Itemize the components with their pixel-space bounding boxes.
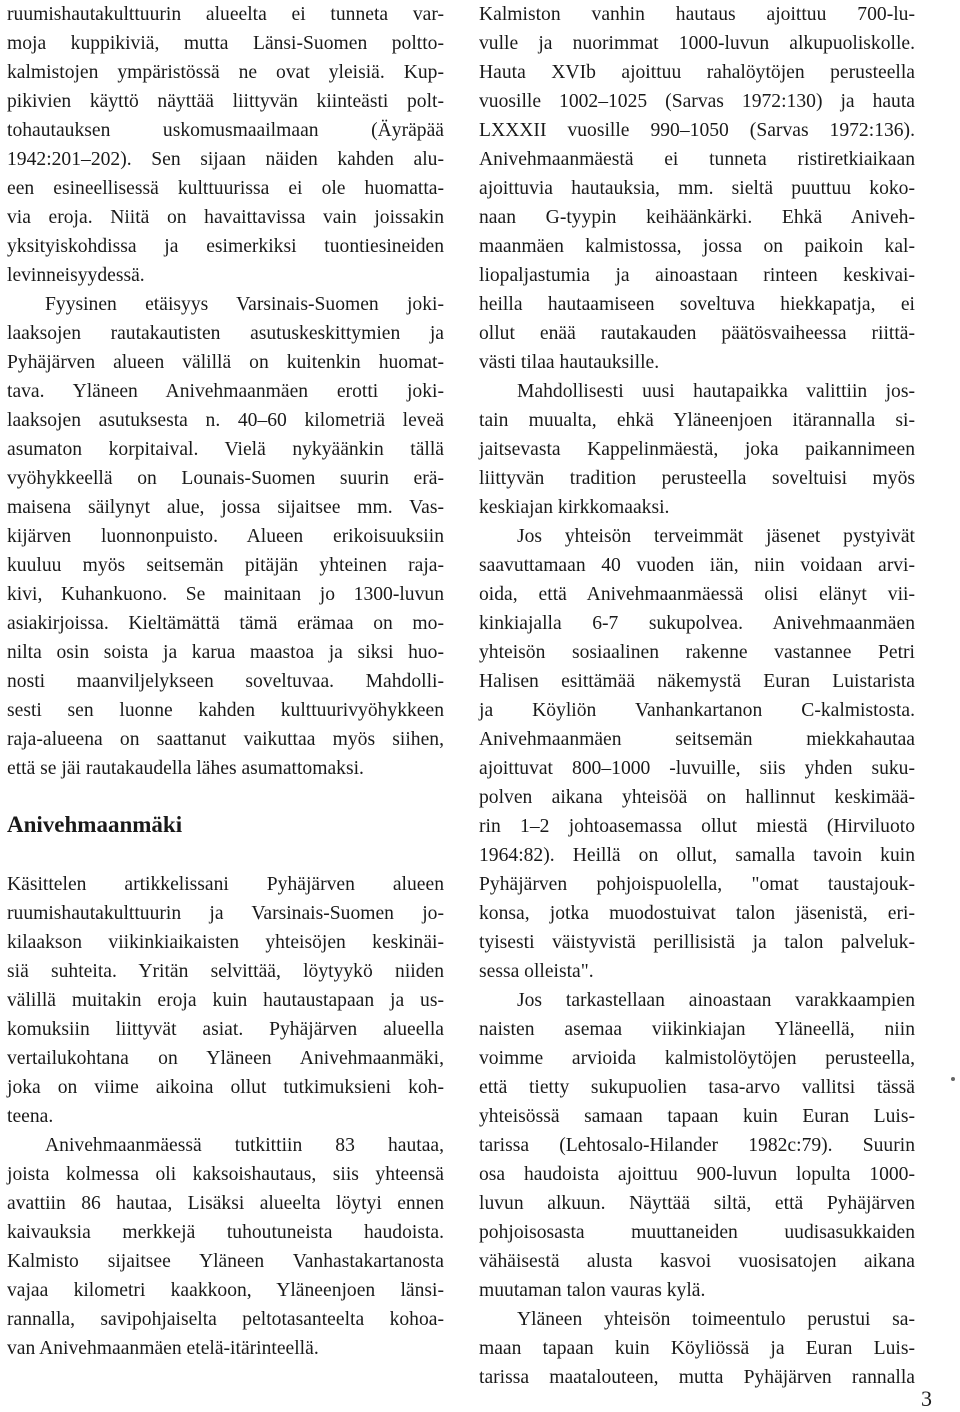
text-line: pohjoisosasta muuttaneiden uudisasukkaiden <box>479 1222 915 1243</box>
text-line: sessa olleista". <box>479 961 594 982</box>
text-line: pikivien käyttö näyttää liittyvän kiinteästi polt- <box>7 91 444 112</box>
text-line: västi tilaa hautauksille. <box>479 352 660 373</box>
text-line: Kalmiston vanhin hautaus ajoittuu 700-lu- <box>479 4 915 25</box>
text-line: tarissa maatalouteen, mutta Pyhäjärven rannalla <box>479 1367 915 1388</box>
text-line: vyöhykkeellä on Lounais-Suomen suurin erä- <box>7 468 444 489</box>
text-line: Kalmisto sijaitsee Yläneen Vanhastakartanosta <box>7 1251 444 1272</box>
text-line: kijärven luonnonpuisto. Alueen erikoisuuksiin <box>7 526 444 547</box>
text-line: rannalla, savipohjaiselta peltotasanteelta kohoa- <box>7 1309 444 1330</box>
text-line: asumaton korpitaival. Vielä nykyäänkin tällä <box>7 439 444 460</box>
text-line: Jos yhteisön terveimmät jäsenet pystyivät <box>517 526 915 547</box>
text-line: siä suhteita. Yritän selvittää, löytyykö niiden <box>7 961 444 982</box>
text-line: Anivehmaanmäen seitsemän miekkahautaa <box>479 729 915 750</box>
text-line: naisten asemaa viikinkiajan Yläneellä, niin <box>479 1019 915 1040</box>
text-line: liopaljastumia ja ainoastaan rinteen keskivai- <box>479 265 915 286</box>
text-line: maan tapaan kuin Köyliössä ja Euran Luis- <box>479 1338 915 1359</box>
text-line: via eroja. Niitä on havaittavissa vain joissakin <box>7 207 444 228</box>
text-line: polven aikana yhteisöä on hallinnut keskimää- <box>479 787 915 808</box>
text-line: Pyhäjärven alueen välillä on kuitenkin huomat- <box>7 352 444 373</box>
text-line: yhteisön sosiaalinen rakenne vastannee Petri <box>479 642 915 663</box>
text-line: maisena säilynyt alue, jossa sijaitsee mm. Vas- <box>7 497 444 518</box>
section-heading: Anivehmaanmäki <box>7 812 183 837</box>
text-line: Halisen esittämää näkemystä Euran Luistarista <box>479 671 915 692</box>
text-line: asiakirjoissa. Kieltämättä tämä erämaa on mo- <box>7 613 444 634</box>
text-line: ruumishautakulttuurin alueelta ei tunneta var- <box>7 4 444 25</box>
text-line: vuosille 1002–1025 (Sarvas 1972:130) ja hauta <box>479 91 915 112</box>
left-text-block-1 <box>7 0 444 783</box>
text-line: Fyysinen etäisyys Varsinais-Suomen joki- <box>45 294 444 315</box>
text-line: voimme arvioida kalmistolöytöjen perusteella, <box>479 1048 915 1069</box>
text-line: joista kolmessa oli kaksoishautaus, siis yhteensä <box>7 1164 444 1185</box>
text-line: kinkiajalla 6-7 sukupolvea. Anivehmaanmäen <box>479 613 915 634</box>
text-line: kuuluu myös seitsemän pitäjän yhteinen raja- <box>7 555 444 576</box>
text-line: Yläneen yhteisön toimeentulo perustui sa- <box>517 1309 915 1330</box>
text-line: välillä muitakin eroja kuin hautaustapaan ja us- <box>7 990 444 1011</box>
text-line: oida, että Anivehmaanmäessä olisi elänyt vii- <box>479 584 915 605</box>
text-line: tava. Yläneen Anivehmaanmäen erotti joki- <box>7 381 444 402</box>
text-line: teena. <box>7 1106 54 1127</box>
right-text-block <box>479 0 915 1392</box>
text-line: vähäisestä alusta kasvoi vuosisatojen aikana <box>479 1251 915 1272</box>
text-line: kalmistojen ympäristössä ne ovat yleisiä. Kup- <box>7 62 444 83</box>
text-line: ajoittuvia hautauksia, mm. sieltä puuttuu koko- <box>479 178 915 199</box>
text-line: vulle ja nuorimmat 1000-luvun alkupuoliskolle. <box>479 33 915 54</box>
left-column-lower <box>7 870 444 1363</box>
text-line: tohautauksen uskomusmaailmaan (Äyräpää <box>7 120 444 141</box>
text-line: van Anivehmaanmäen etelä-itärinteellä. <box>7 1338 319 1359</box>
stray-ink-dot <box>951 1077 955 1081</box>
text-line: maanmäen kalmistossa, jossa on paikoin kal- <box>479 236 915 257</box>
text-line: luvun alkuun. Näyttää siltä, että Pyhäjärven <box>479 1193 915 1214</box>
text-line: vertailukohtana on Yläneen Anivehmaanmäki, <box>7 1048 444 1069</box>
text-line: levinneisyydessä. <box>7 265 145 286</box>
right-column <box>479 0 915 1392</box>
text-line: että se jäi rautakaudella lähes asumattomaksi. <box>7 758 364 779</box>
text-line: 1942:201–202). Sen sijaan näiden kahden alu- <box>7 149 444 170</box>
text-line: ruumishautakulttuurin ja Varsinais-Suomen jo- <box>7 903 444 924</box>
text-line: nosti maanviljelykseen soveltuvaa. Mahdolli- <box>7 671 444 692</box>
text-line: tarissa (Lehtosalo-Hilander 1982c:79). Suurin <box>479 1135 915 1156</box>
text-line: Jos tarkastellaan ainoastaan varakkaampien <box>517 990 915 1011</box>
text-line: joka on viime aikoina ollut tutkimuksieni koh- <box>7 1077 444 1098</box>
text-line: laaksojen asutuksesta n. 40–60 kilometriä leveä <box>7 410 444 431</box>
text-line: ja Köyliön Vanhankartanon C-kalmistosta. <box>479 700 915 721</box>
text-line: Hauta XVIb ajoittuu rahalöytöjen perusteella <box>479 62 915 83</box>
text-line: Mahdollisesti uusi hautapaikka valittiin jos- <box>517 381 915 402</box>
text-line: muutaman talon vauras kylä. <box>479 1280 706 1301</box>
text-line: laaksojen rautakautisten asutuskeskittymien ja <box>7 323 444 344</box>
text-line: tain muualta, ehkä Yläneenjoen itärannalla si- <box>479 410 915 431</box>
text-line: keskiajan kirkkomaaksi. <box>479 497 670 518</box>
text-line: kilaakson viikinkiaikaisten yhteisöjen keskinäi- <box>7 932 444 953</box>
text-line: kivi, Kuhankuono. Se mainitaan jo 1300-luvun <box>7 584 444 605</box>
text-line: yhteisössä samaan tapaan kuin Euran Luis- <box>479 1106 915 1127</box>
text-line: nilta osin soista ja karua maastoa ja siksi huo- <box>7 642 444 663</box>
text-line: Anivehmaanmäessä tutkittiin 83 hautaa, <box>45 1135 444 1156</box>
text-line: LXXXII vuosille 990–1050 (Sarvas 1972:136). <box>479 120 915 141</box>
text-line: Anivehmaanmäestä ei tunneta ristiretkiaikaan <box>479 149 915 170</box>
text-line: heilla hautaamiseen soveltuva hiekkapatja, ei <box>479 294 915 315</box>
text-line: saavuttamaan 40 vuoden iän, niin voidaan arvi- <box>479 555 915 576</box>
text-line: rin 1–2 johtoasemassa ollut miestä (Hirviluoto <box>479 816 915 837</box>
text-line: kaivauksia merkkejä tuhoutuneista haudoista. <box>7 1222 444 1243</box>
text-line: konsa, jotka muodostuivat talon jäsenistä, eri- <box>479 903 915 924</box>
page-number: 3 <box>921 1386 932 1411</box>
text-line: komuksiin liittyvät asiat. Pyhäjärven alueella <box>7 1019 444 1040</box>
text-line: osa haudoista ajoittuu 900-luvun lopulta 1000- <box>479 1164 915 1185</box>
text-line: että tietty sukupuolien tasa-arvo vallitsi tässä <box>479 1077 915 1098</box>
left-text-block-2 <box>7 870 444 1363</box>
text-line: avattiin 86 hautaa, Lisäksi alueelta löytyi ennen <box>7 1193 444 1214</box>
text-line: ollut enää rautakauden päätösvaiheessa riittä- <box>479 323 915 344</box>
text-line: tyisesti väistyvistä perillisistä ja talon palveluk- <box>479 932 915 953</box>
left-column <box>7 0 444 783</box>
text-line: Käsittelen artikkelissani Pyhäjärven alueen <box>7 874 444 895</box>
text-line: ajoittuvat 800–1000 -luvuille, siis yhden suku- <box>479 758 915 779</box>
text-line: vajaa kilometri kaakkoon, Yläneenjoen länsi- <box>7 1280 444 1301</box>
text-line: 1964:82). Heillä on ollut, samalla tavoin kuin <box>479 845 915 866</box>
text-line: Pyhäjärven pohjoispuolella, "omat taustajouk- <box>479 874 915 895</box>
text-line: sesti sen luonne kahden kulttuurivyöhykkeen <box>7 700 444 721</box>
text-line: raja-alueena on saattanut vaikuttaa myös siihen, <box>7 729 444 750</box>
text-line: moja kuppikiviä, mutta Länsi-Suomen poltto- <box>7 33 444 54</box>
text-line: yksityiskohdissa ja esimerkiksi tuontiesineiden <box>7 236 444 257</box>
text-line: jaitsevasta Kappelinmäestä, joka paikannimeen <box>479 439 915 460</box>
text-line: naan G-tyypin keihäänkärki. Ehkä Aniveh- <box>479 207 915 228</box>
text-line: een esineellisessä kulttuurissa ei ole huomatta- <box>7 178 444 199</box>
text-line: liittyvän tradition perusteella soveltuisi myös <box>479 468 915 489</box>
